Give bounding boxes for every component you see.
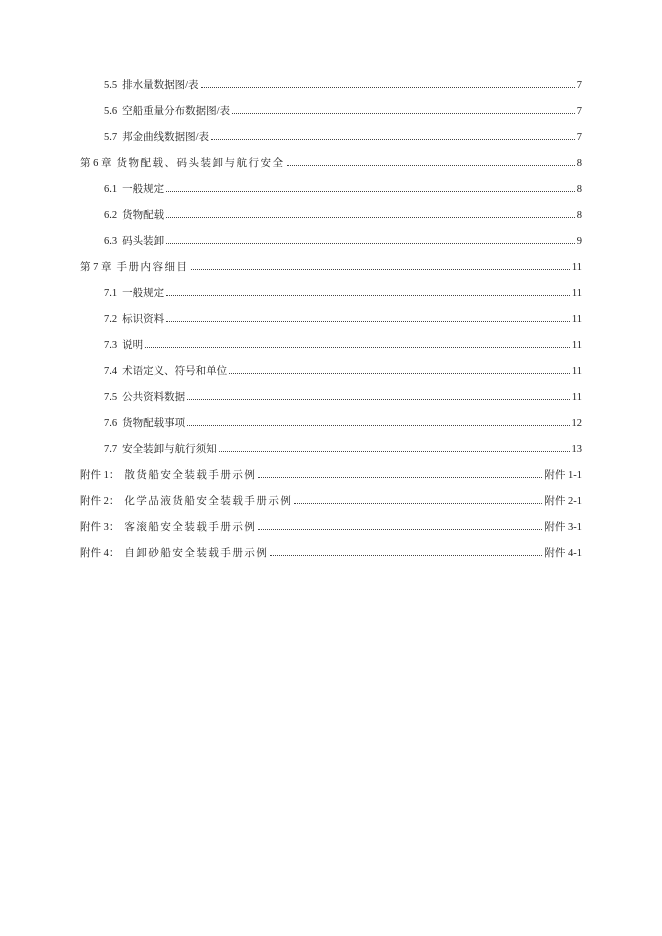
toc-entry-title: 客滚船安全装载手册示例: [124, 522, 257, 533]
toc-leader-dots: [166, 321, 570, 322]
toc-entry[interactable]: [80, 443, 582, 469]
toc-entry[interactable]: [80, 365, 582, 391]
toc-entry[interactable]: [80, 521, 582, 547]
toc-entry-title: 说明: [122, 340, 144, 351]
toc-leader-dots: [166, 243, 575, 244]
toc-entry[interactable]: [80, 547, 582, 573]
toc-entry[interactable]: [80, 235, 582, 261]
toc-entry-number: 附件 3：: [80, 522, 120, 533]
toc-entry-number: 附件 2：: [80, 496, 120, 507]
toc-entry-title: 排水量数据图/表: [122, 80, 199, 91]
toc-entry-page: 附件 2-1: [544, 496, 582, 507]
toc-entry-number: 6.1: [104, 184, 118, 195]
toc-entry-number: 7.1: [104, 288, 118, 299]
toc-entry-page: 附件 3-1: [544, 522, 582, 533]
toc-entry[interactable]: [80, 261, 582, 287]
toc-entry[interactable]: [80, 105, 582, 131]
toc-leader-dots: [187, 425, 569, 426]
toc-entry-page: 9: [576, 236, 582, 247]
toc-entry-number: 第 7 章: [80, 262, 112, 273]
toc-entry-page: 11: [571, 392, 582, 403]
toc-entry-number: 5.6: [104, 106, 118, 117]
toc-entry-number: 7.4: [104, 366, 118, 377]
toc-entry-page: 11: [571, 340, 582, 351]
toc-leader-dots: [191, 269, 570, 270]
table-of-contents: [80, 79, 582, 573]
toc-leader-dots: [219, 451, 570, 452]
toc-entry-title: 安全装卸与航行须知: [122, 444, 217, 455]
toc-entry-page: 附件 1-1: [544, 470, 582, 481]
toc-entry[interactable]: [80, 469, 582, 495]
toc-entry-page: 7: [576, 80, 582, 91]
toc-entry-title: 码头装卸: [122, 236, 165, 247]
toc-entry[interactable]: [80, 313, 582, 339]
toc-entry-number: 6.2: [104, 210, 118, 221]
toc-entry-page: 7: [576, 106, 582, 117]
toc-entry-number: 附件 1：: [80, 470, 120, 481]
toc-entry-title: 货物配载事项: [122, 418, 186, 429]
toc-entry-title: 一般规定: [122, 184, 165, 195]
toc-entry-page: 11: [571, 262, 582, 273]
toc-leader-dots: [270, 555, 542, 556]
toc-entry-title: 一般规定: [122, 288, 165, 299]
toc-entry-number: 5.5: [104, 80, 118, 91]
toc-entry[interactable]: [80, 209, 582, 235]
toc-entry-title: 邦金曲线数据图/表: [122, 132, 210, 143]
toc-leader-dots: [166, 191, 575, 192]
toc-entry-number: 5.7: [104, 132, 118, 143]
toc-entry[interactable]: [80, 417, 582, 443]
toc-entry-number: 6.3: [104, 236, 118, 247]
toc-entry[interactable]: [80, 79, 582, 105]
toc-leader-dots: [258, 529, 542, 530]
toc-leader-dots: [166, 295, 570, 296]
toc-entry-title: 空船重量分布数据图/表: [122, 106, 231, 117]
toc-leader-dots: [294, 503, 542, 504]
toc-entry[interactable]: [80, 391, 582, 417]
toc-entry[interactable]: [80, 339, 582, 365]
toc-entry-page: 7: [576, 132, 582, 143]
toc-leader-dots: [229, 373, 570, 374]
toc-entry-title: 自卸砂船安全装载手册示例: [124, 548, 269, 559]
toc-leader-dots: [187, 399, 570, 400]
toc-entry-page: 附件 4-1: [544, 548, 582, 559]
toc-entry[interactable]: [80, 131, 582, 157]
toc-entry-title: 散货船安全装载手册示例: [124, 470, 257, 481]
toc-entry[interactable]: [80, 495, 582, 521]
toc-entry-page: 8: [576, 184, 582, 195]
toc-entry-number: 7.2: [104, 314, 118, 325]
toc-entry-title: 标识资料: [122, 314, 165, 325]
toc-entry-page: 8: [576, 158, 582, 169]
toc-entry-title: 手册内容细目: [116, 262, 189, 273]
toc-entry-number: 第 6 章: [80, 158, 112, 169]
toc-leader-dots: [258, 477, 542, 478]
toc-entry-title: 货物配载: [122, 210, 165, 221]
toc-entry-number: 7.7: [104, 444, 118, 455]
toc-entry-page: 8: [576, 210, 582, 221]
toc-entry-page: 13: [571, 444, 582, 455]
toc-entry-title: 化学品液货船安全装载手册示例: [124, 496, 293, 507]
toc-entry-page: 12: [571, 418, 582, 429]
toc-entry-page: 11: [571, 288, 582, 299]
toc-entry-number: 7.3: [104, 340, 118, 351]
toc-leader-dots: [201, 87, 575, 88]
toc-entry[interactable]: [80, 287, 582, 313]
toc-entry-title: 货物配载、码头装卸与航行安全: [116, 158, 285, 169]
toc-leader-dots: [145, 347, 570, 348]
toc-entry-title: 术语定义、符号和单位: [122, 366, 228, 377]
toc-entry[interactable]: [80, 183, 582, 209]
toc-leader-dots: [232, 113, 575, 114]
toc-entry-number: 附件 4：: [80, 548, 120, 559]
toc-entry-title: 公共资料数据: [122, 392, 186, 403]
toc-entry-number: 7.5: [104, 392, 118, 403]
toc-entry-page: 11: [571, 314, 582, 325]
toc-leader-dots: [166, 217, 575, 218]
toc-entry-number: 7.6: [104, 418, 118, 429]
toc-entry-page: 11: [571, 366, 582, 377]
toc-leader-dots: [287, 165, 575, 166]
toc-entry[interactable]: [80, 157, 582, 183]
toc-leader-dots: [211, 139, 575, 140]
